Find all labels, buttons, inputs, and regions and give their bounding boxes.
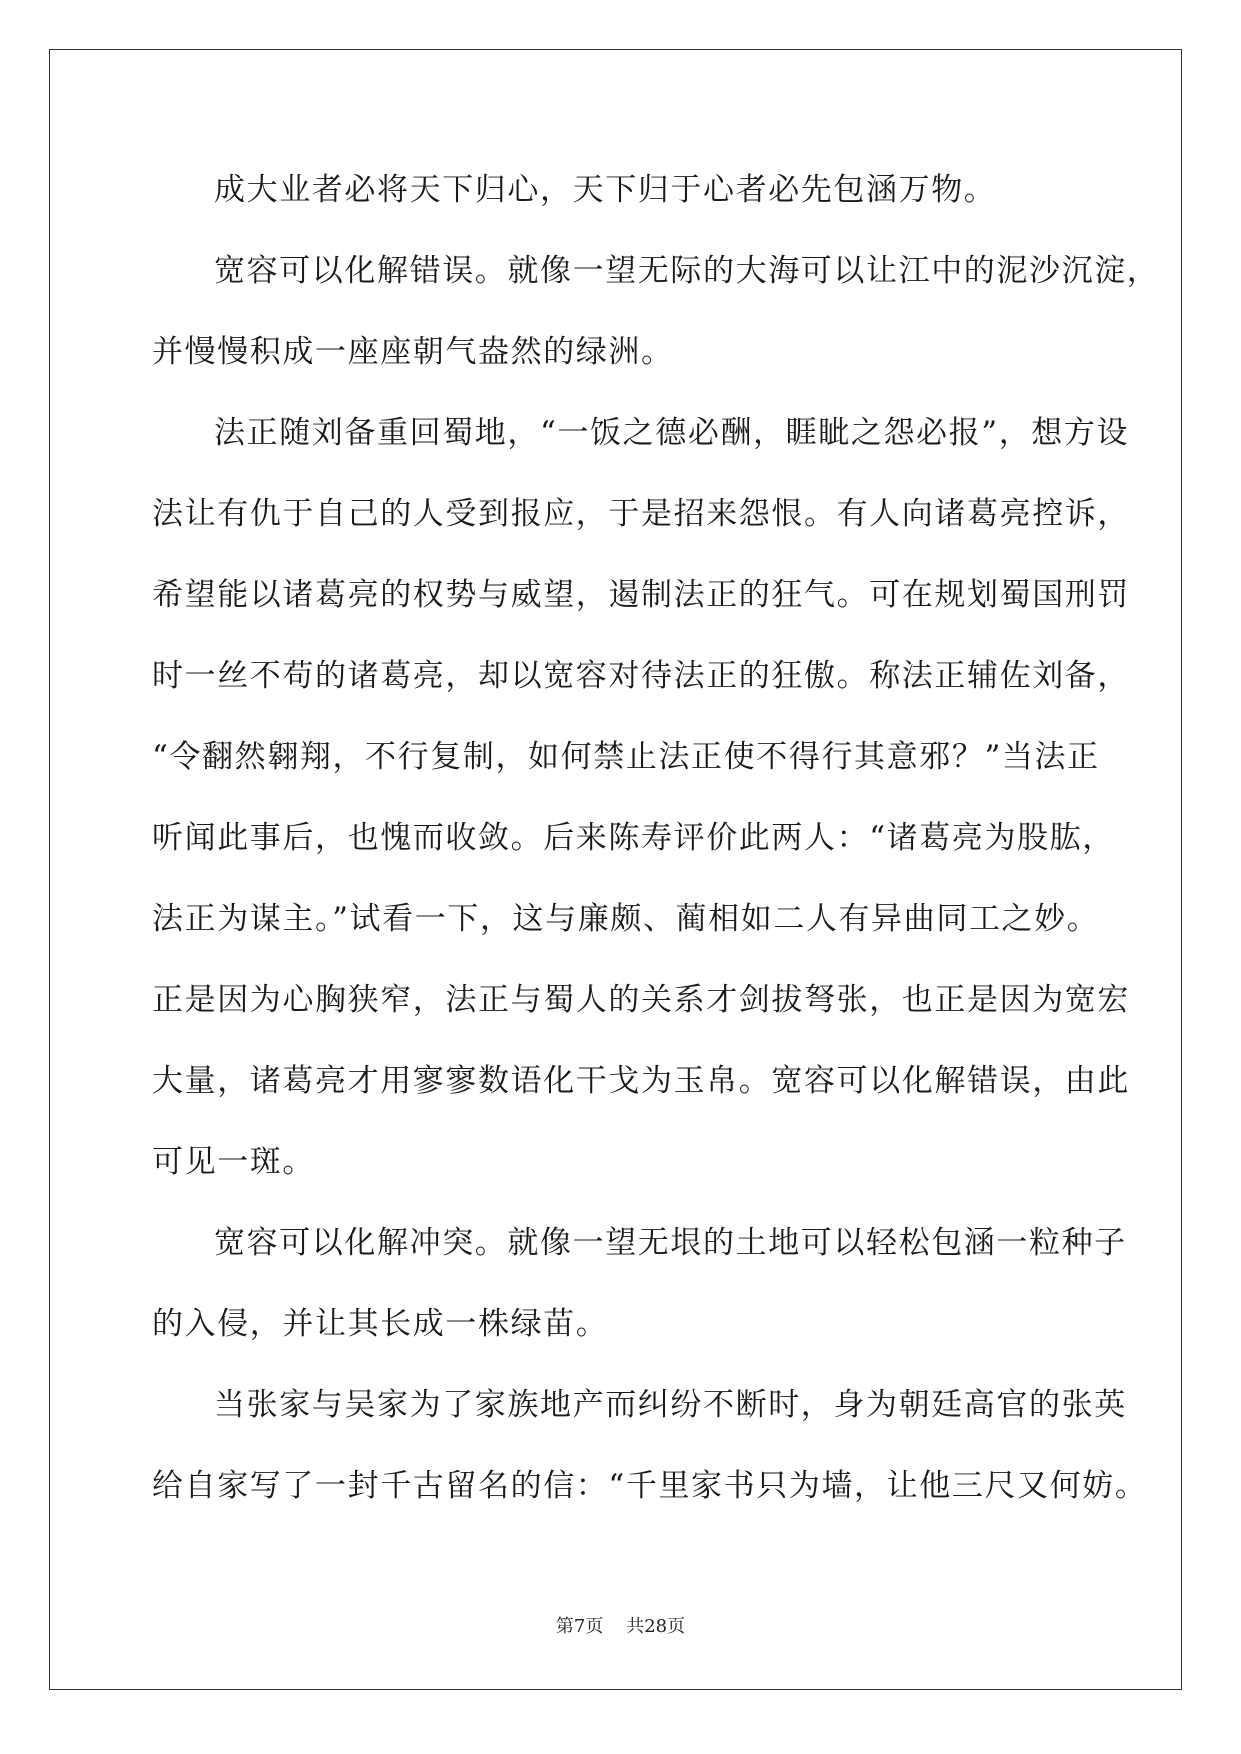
page-number: 第7页 [555,1616,604,1637]
text-line: 成大业者必将天下归心，天下归于心者必先包涵万物。 [214,172,997,208]
document-body [152,160,1160,1537]
text-line: 听闻此事后，也愧而收敛。后来陈寿评价此两人：“诸葛亮为股肱， [152,820,1115,856]
text-line: 正是因为心胸狭窄，法正与蜀人的关系才剑拔弩张，也正是因为宽宏 [152,982,1130,1018]
text-line: 法让有仇于自己的人受到报应，于是招来怨恨。有人向诸葛亮控诉， [152,496,1130,532]
page-total: 共28页 [626,1616,686,1637]
text-line: 的入侵，并让其长成一株绿苗。 [152,1306,609,1342]
text-line: “令翻然翱翔，不行复制，如何禁止法正使不得行其意邪？”当法正 [152,739,1100,775]
text-line: 希望能以诸葛亮的权势与威望，遏制法正的狂气。可在规划蜀国刑罚 [152,577,1130,613]
text-line: 宽容可以化解冲突。就像一望无垠的土地可以轻松包涵一粒种子 [214,1225,1127,1261]
page-footer [0,1612,1241,1638]
text-line: 时一丝不苟的诸葛亮，却以宽容对待法正的狂傲。称法正辅佐刘备， [152,658,1130,694]
text-line: 并慢慢积成一座座朝气盎然的绿洲。 [152,334,674,370]
text-line: 大量，诸葛亮才用寥寥数语化干戈为玉帛。宽容可以化解错误，由此 [152,1063,1130,1099]
text-line: 给自家写了一封千古留名的信：“千里家书只为墙，让他三尺又何妨。 [152,1468,1148,1504]
text-line: 宽容可以化解错误。就像一望无际的大海可以让江中的泥沙沉淀， [214,253,1160,289]
text-line: 可见一斑。 [152,1144,315,1180]
text-line: 当张家与吴家为了家族地产而纠纷不断时，身为朝廷高官的张英 [214,1387,1127,1423]
text-line: 法正随刘备重回蜀地，“一饭之德必酬，睚眦之怨必报”，想方设 [214,415,1130,451]
text-line: 法正为谋主。”试看一下，这与廉颇、蔺相如二人有异曲同工之妙。 [152,901,1100,937]
